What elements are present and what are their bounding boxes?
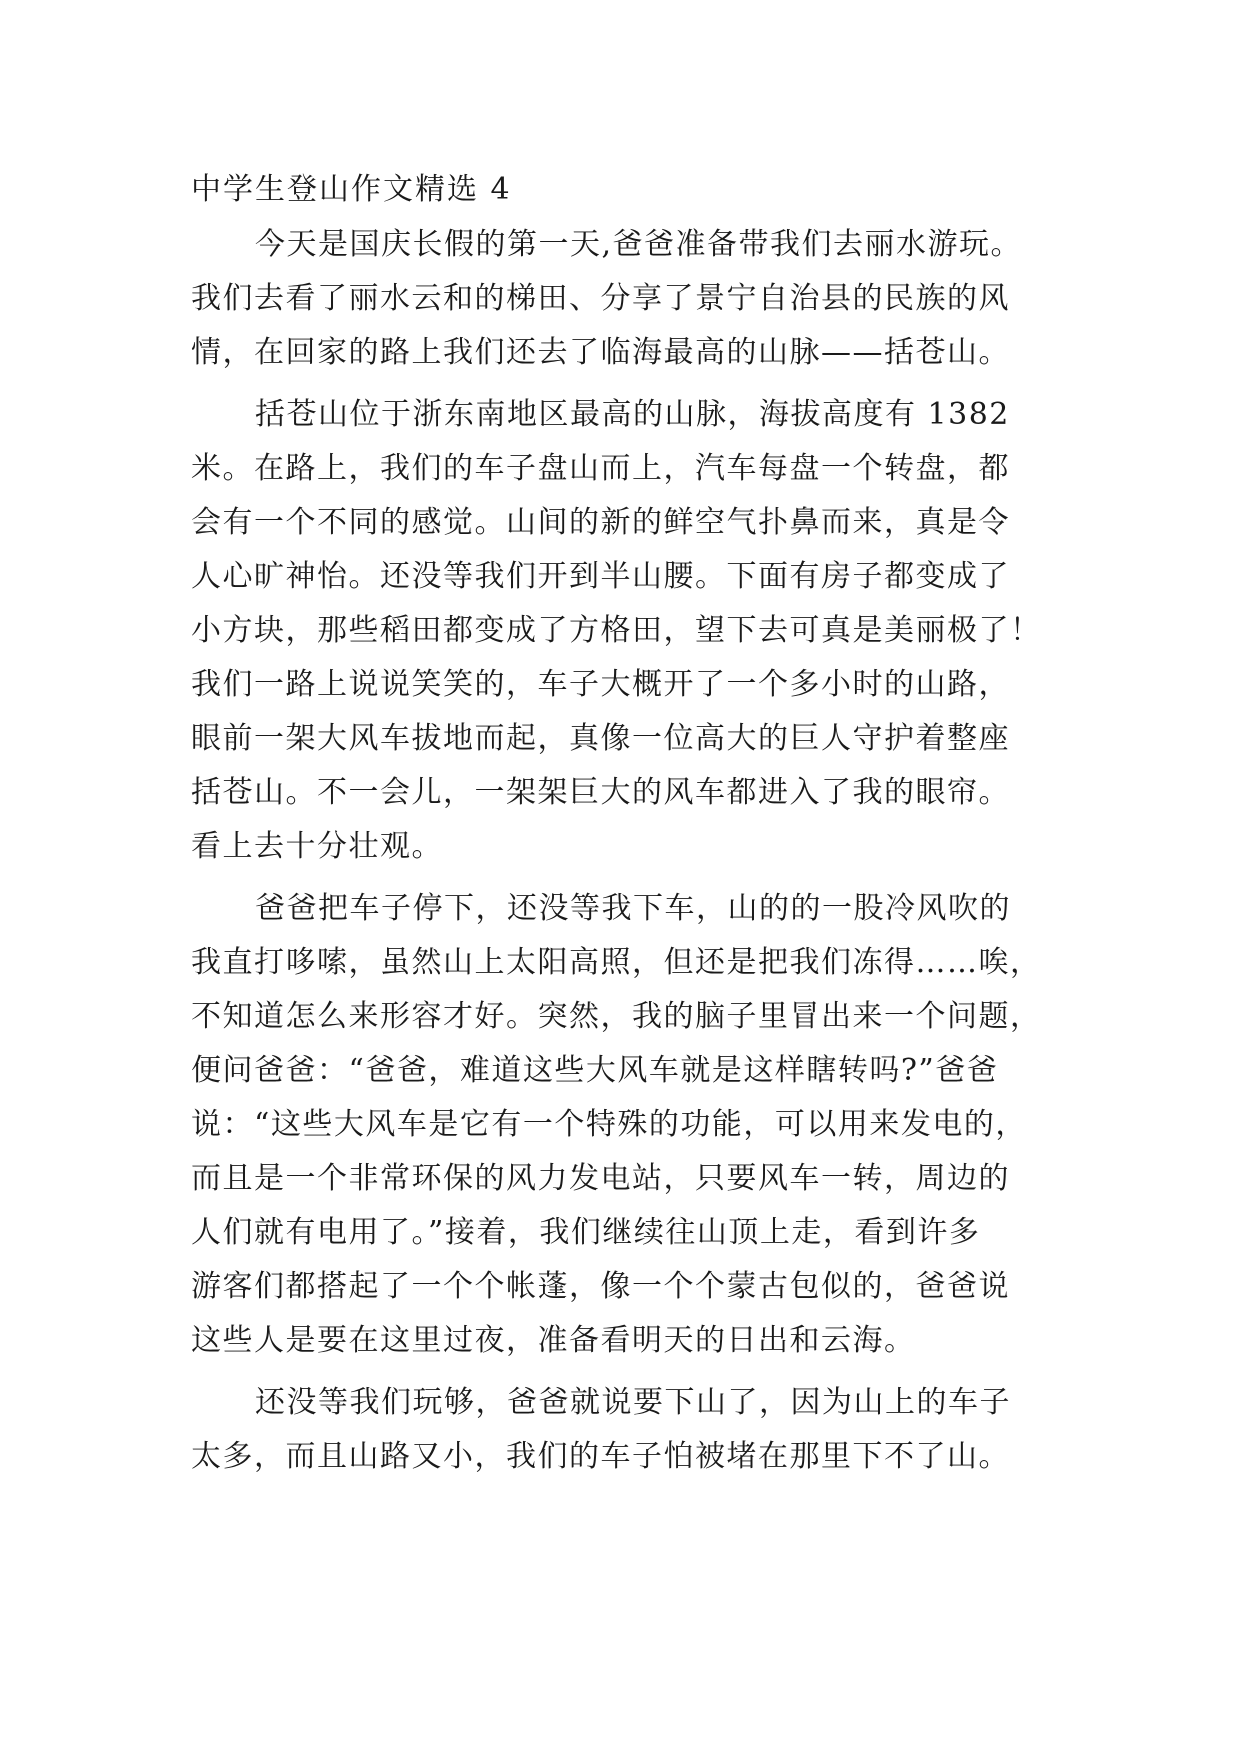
- paragraph-line: 我们一路上说说笑笑的，车子大概开了一个多小时的山路，: [191, 667, 1010, 702]
- paragraph-line: 括苍山位于浙东南地区最高的山脉，海拔高度有 1382: [255, 397, 1010, 432]
- paragraph-line: 看上去十分壮观。: [191, 829, 443, 864]
- paragraph-line: 说：“这些大风车是它有一个特殊的功能，可以用来发电的，: [191, 1107, 1027, 1142]
- document-body: [191, 162, 1061, 1484]
- paragraph-line: 人们就有电用了。”接着，我们继续往山顶上走，看到许多: [191, 1215, 981, 1250]
- paragraph-line: 爸爸把车子停下，还没等我下车，山的的一股冷风吹的: [255, 891, 1011, 926]
- paragraph-line: 不知道怎么来形容才好。突然，我的脑子里冒出来一个问题，: [191, 999, 1042, 1034]
- paragraph-2: [191, 388, 1061, 874]
- paragraph-line: 便问爸爸：“爸爸，难道这些大风车就是这样瞎转吗?”爸爸: [191, 1053, 999, 1088]
- paragraph-line: 我直打哆嗦，虽然山上太阳高照，但还是把我们冻得……唉，: [191, 945, 1042, 980]
- paragraph-line: 还没等我们玩够，爸爸就说要下山了，因为山上的车子: [255, 1385, 1011, 1420]
- paragraph-line: 这些人是要在这里过夜，准备看明天的日出和云海。: [191, 1323, 916, 1358]
- paragraph-3: [191, 882, 1061, 1368]
- paragraph-line: 游客们都搭起了一个个帐蓬，像一个个蒙古包似的，爸爸说: [191, 1269, 1010, 1304]
- paragraph-line: 眼前一架大风车拔地而起，真像一位高大的巨人守护着整座: [191, 721, 1010, 756]
- paragraph-line: 而且是一个非常环保的风力发电站，只要风车一转，周边的: [191, 1161, 1010, 1196]
- paragraph-4: [191, 1376, 1061, 1484]
- paragraph-line: 今天是国庆长假的第一天,爸爸准备带我们去丽水游玩。: [255, 227, 1023, 262]
- paragraph-line: 小方块，那些稻田都变成了方格田，望下去可真是美丽极了！: [191, 613, 1042, 648]
- paragraph-line: 会有一个不同的感觉。山间的新的鲜空气扑鼻而来，真是令: [191, 505, 1010, 540]
- paragraph-line: 括苍山。不一会儿，一架架巨大的风车都进入了我的眼帘。: [191, 775, 1010, 810]
- paragraph-1: [191, 218, 1061, 380]
- paragraph-line: 我们去看了丽水云和的梯田、分享了景宁自治县的民族的风: [191, 281, 1010, 316]
- document-title: 中学生登山作文精选 4: [191, 172, 512, 207]
- paragraph-line: 米。在路上，我们的车子盘山而上，汽车每盘一个转盘，都: [191, 451, 1010, 486]
- paragraph-line: 情，在回家的路上我们还去了临海最高的山脉——括苍山。: [191, 335, 1010, 370]
- paragraph-line: 人心旷神怡。还没等我们开到半山腰。下面有房子都变成了: [191, 559, 1010, 594]
- paragraph-line: 太多，而且山路又小，我们的车子怕被堵在那里下不了山。: [191, 1439, 1010, 1474]
